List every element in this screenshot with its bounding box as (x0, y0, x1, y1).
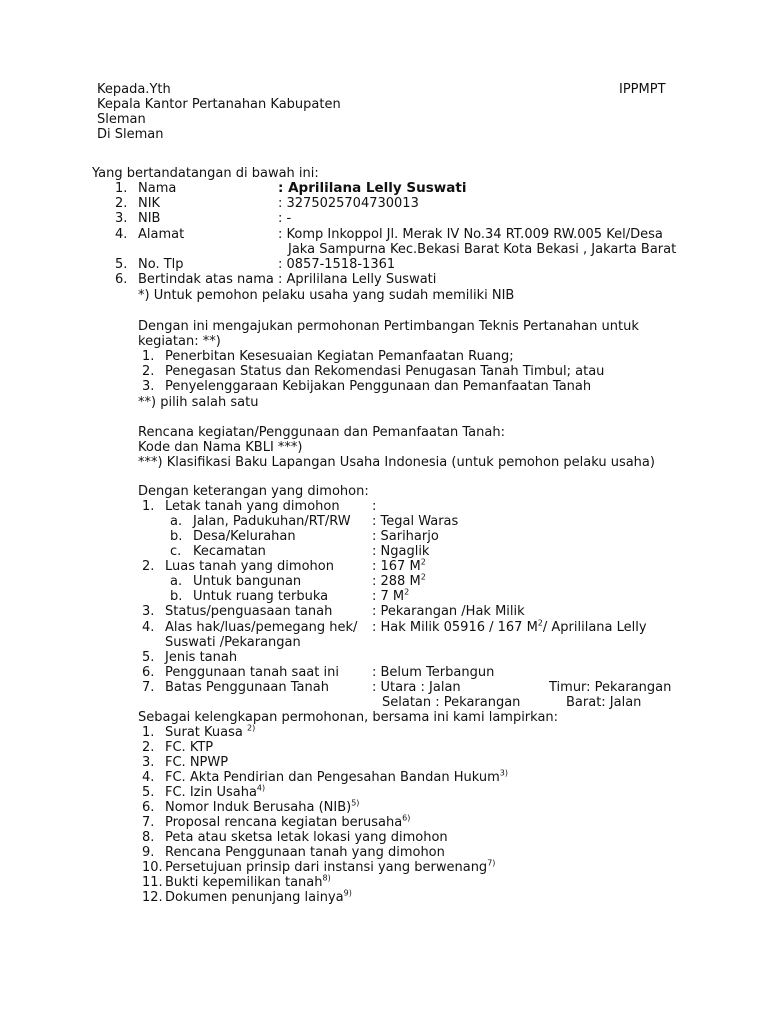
attachment-text: Proposal rencana kegiatan berusaha$^{6)}$ (165, 813, 411, 830)
detail-subnum: a. (170, 574, 183, 589)
activity-text: Penegasan Status dan Rekomendasi Penugasan Tanah Timbul; atau (165, 364, 605, 379)
activity-text: Penyelenggaraan Kebijakan Penggunaan dan Pemanfaatan Tanah (165, 379, 592, 394)
applicant-value: : Komp Inkoppol Jl. Merak IV No.34 RT.009 RW.005 Kel/Desa (278, 227, 663, 242)
intro-text: Yang bertandatangan di bawah ini: (92, 166, 319, 181)
boundary-east: Timur: Pekarangan (549, 680, 672, 695)
detail-label: Jenis tanah (165, 650, 238, 665)
applicant-value: : - (278, 211, 292, 226)
attachment-text: Rencana Penggunaan tanah yang dimohon (165, 845, 445, 860)
applicant-num: 2. (115, 196, 128, 211)
attachment-num: 1. (142, 725, 155, 740)
detail-num: 7. (142, 680, 155, 695)
applicant-value: : Aprililana Lelly Suswati (278, 272, 437, 287)
detail-label: Letak tanah yang dimohon (165, 499, 340, 514)
attachment-num: 8. (142, 830, 155, 845)
applicant-label: NIK (138, 196, 161, 211)
applicant-label: NIB (138, 211, 161, 226)
detail-label: Jalan, Padukuhan/RT/RW (193, 514, 351, 529)
attachment-num: 12. (142, 890, 163, 905)
detail-value: : Ngaglik (372, 544, 430, 559)
applicant-num: 5. (115, 257, 128, 272)
detail-value: : Sariharjo (372, 529, 439, 544)
detail-subnum: b. (170, 529, 183, 544)
attachment-num: 10. (142, 860, 163, 875)
detail-label: Luas tanah yang dimohon (165, 559, 334, 574)
attachment-num: 11. (142, 875, 163, 890)
attachment-num: 5. (142, 785, 155, 800)
detail-subnum: b. (170, 589, 183, 604)
attachment-text: Nomor Induk Berusaha (NIB)$^{5)}$ (165, 798, 360, 815)
detail-value: : 288 $M^2$ (372, 572, 426, 589)
detail-value: : 7 $M^2$ (372, 587, 410, 604)
detail-label: Penggunaan tanah saat ini (165, 665, 339, 680)
applicant-label: No. Tlp (138, 257, 184, 272)
detail-num: 4. (142, 620, 155, 635)
detail-subnum: c. (170, 544, 182, 559)
plan-line-3: ***) Klasifikasi Baku Lapangan Usaha Indonesia (untuk pemohon pelaku usaha) (138, 455, 655, 470)
addressee-line-3: Sleman (97, 112, 146, 127)
request-intro-line-2: kegiatan: **) (138, 334, 221, 349)
attachment-text: FC. NPWP (165, 755, 229, 770)
applicant-value: : 3275025704730013 (278, 196, 419, 211)
boundary-south: Selatan : Pekarangan (382, 695, 521, 710)
details-intro: Dengan keterangan yang dimohon: (138, 484, 369, 499)
applicant-num: 1. (115, 181, 128, 196)
addressee-line-4: Di Sleman (97, 127, 164, 142)
applicant-label: Alamat (138, 227, 185, 242)
detail-value: : Hak Milik 05916 / 167 $M^2/$ Aprililana Lelly (372, 618, 647, 635)
attachment-text: Dokumen penunjang lainya$^{9)}$ (165, 888, 352, 905)
form-code: IPPMPT (619, 82, 666, 97)
attachment-text: Bukti kepemilikan tanah$^{8)}$ (165, 873, 331, 890)
plan-line-2: Kode dan Nama KBLI ***) (138, 440, 303, 455)
detail-value: : Pekarangan /Hak Milik (372, 604, 525, 619)
detail-label: Untuk ruang terbuka (193, 589, 329, 604)
attachment-num: 2. (142, 740, 155, 755)
attachment-text: FC. Akta Pendirian dan Pengesahan Bandan Hukum$^{3)}$ (165, 768, 508, 785)
attachment-text: Persetujuan prinsip dari instansi yang berwenang$^{7)}$ (165, 858, 496, 875)
attachment-num: 6. (142, 800, 155, 815)
applicant-name-value: : Aprililana Lelly Suswati (278, 180, 467, 196)
detail-subnum: a. (170, 514, 183, 529)
detail-label: Batas Penggunaan Tanah (165, 680, 329, 695)
applicant-address-continued: Jaka Sampurna Kec.Bekasi Barat Kota Bekasi , Jakarta Barat (288, 242, 677, 257)
detail-label: Alas hak/luas/pemegang hek/ (165, 620, 358, 635)
plan-line-1: Rencana kegiatan/Penggunaan dan Pemanfaatan Tanah: (138, 425, 505, 440)
attachment-text: Peta atau sketsa letak lokasi yang dimohon (165, 830, 448, 845)
activity-text: Penerbitan Kesesuaian Kegiatan Pemanfaatan Ruang; (165, 349, 514, 364)
activity-num: 2. (142, 364, 155, 379)
activity-num: 3. (142, 379, 155, 394)
attachment-num: 9. (142, 845, 155, 860)
detail-num: 1. (142, 499, 155, 514)
applicant-num: 4. (115, 227, 128, 242)
attachment-num: 3. (142, 755, 155, 770)
attachment-num: 4. (142, 770, 155, 785)
detail-label-continued: Suswati /Pekarangan (165, 635, 301, 650)
attachment-text: Surat Kuasa $^{2)}$ (165, 723, 256, 740)
applicant-value: : 0857-1518-1361 (278, 257, 396, 272)
attachment-text: FC. Izin Usaha$^{4)}$ (165, 783, 266, 800)
applicant-label: Bertindak atas nama (138, 272, 274, 287)
detail-value: : Belum Terbangun (372, 665, 495, 680)
note-nib: *) Untuk pemohon pelaku usaha yang sudah memiliki NIB (138, 288, 515, 303)
activity-num: 1. (142, 349, 155, 364)
detail-num: 6. (142, 665, 155, 680)
attachment-num: 7. (142, 815, 155, 830)
attachment-text: FC. KTP (165, 740, 214, 755)
request-intro-line-1: Dengan ini mengajukan permohonan Pertimbangan Teknis Pertanahan untuk (138, 319, 639, 334)
attachments-intro: Sebagai kelengkapan permohonan, bersama ini kami lampirkan: (138, 710, 559, 725)
detail-num: 5. (142, 650, 155, 665)
detail-num: 3. (142, 604, 155, 619)
applicant-label: Nama (138, 181, 177, 196)
addressee-line-1: Kepada.Yth (97, 82, 171, 97)
detail-label: Status/penguasaan tanah (165, 604, 333, 619)
detail-label: Desa/Kelurahan (193, 529, 296, 544)
detail-label: Kecamatan (193, 544, 266, 559)
addressee-line-2: Kepala Kantor Pertanahan Kabupaten (97, 97, 341, 112)
detail-num: 2. (142, 559, 155, 574)
applicant-num: 6. (115, 272, 128, 287)
detail-value: : Tegal Waras (372, 514, 459, 529)
detail-value: : (372, 499, 377, 514)
detail-label: Untuk bangunan (193, 574, 302, 589)
note-choose-one: **) pilih salah satu (138, 395, 259, 410)
boundary-north: : Utara : Jalan (372, 680, 461, 695)
boundary-west: Barat: Jalan (566, 695, 642, 710)
applicant-num: 3. (115, 211, 128, 226)
detail-value: : 167 $M^2$ (372, 557, 426, 574)
